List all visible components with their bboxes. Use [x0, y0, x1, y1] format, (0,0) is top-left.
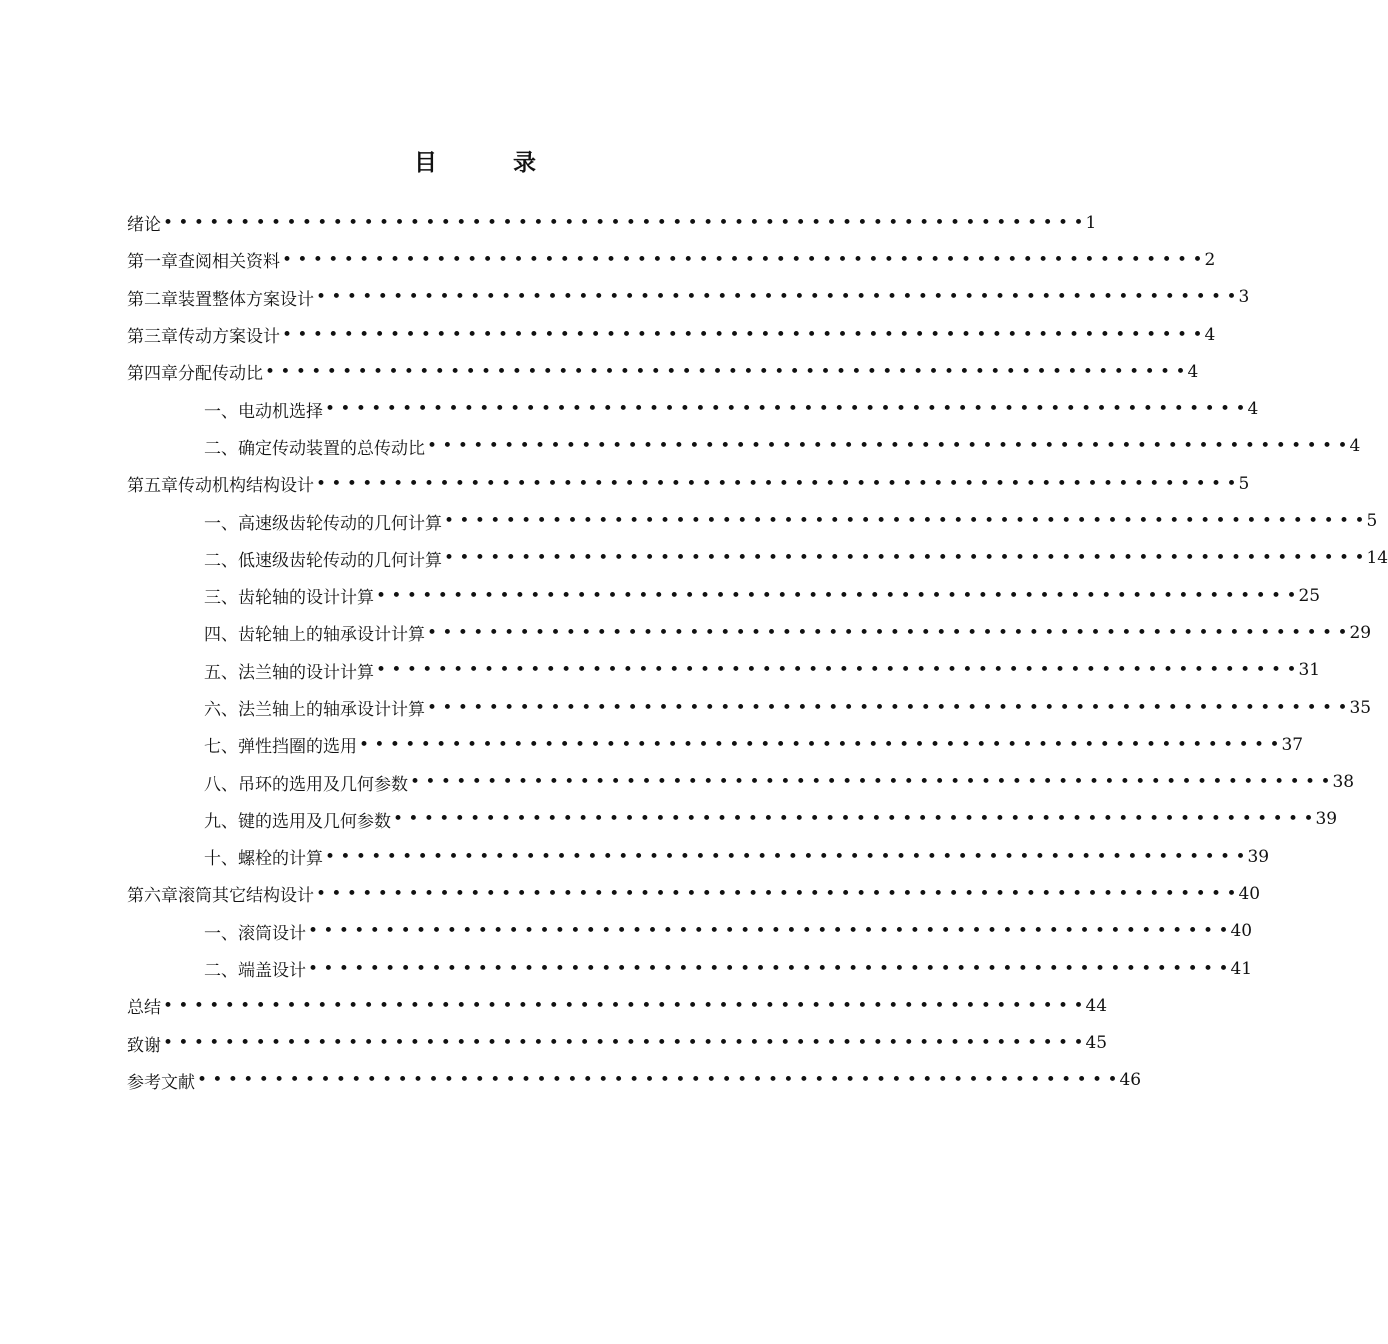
toc-page-number: 45: [1085, 1033, 1108, 1054]
toc-page-number: 39: [1315, 809, 1338, 830]
toc-entry-label: 总结: [127, 998, 161, 1019]
toc-entry[interactable]: [127, 390, 1259, 427]
toc-entry-label: 七、弹性挡圈的选用: [204, 737, 357, 758]
toc-page-number: 40: [1238, 883, 1261, 904]
toc-page-number: 46: [1119, 1070, 1142, 1091]
toc-entry[interactable]: [127, 428, 1361, 465]
toc-entry[interactable]: [127, 763, 1355, 800]
dot-leader: • • • • • • • • • • • • • • • • • • • • • • • • • • • • • • • • • • • • • • • • • • • • • • • • • • • • • • • • • • • •: [308, 958, 1229, 979]
toc-chapter-number: 第三章: [127, 327, 178, 348]
toc-entry[interactable]: [127, 652, 1321, 689]
toc-entry-label: 四、齿轮轴上的轴承设计计算: [204, 625, 425, 646]
toc-entry-label: 分配传动比: [178, 364, 263, 385]
toc-entry-label: 三、齿轮轴的设计计算: [204, 588, 374, 609]
toc-entry[interactable]: [127, 950, 1253, 987]
toc-entry-label: 查阅相关资料: [178, 252, 280, 273]
toc-entry-label: 滚筒其它结构设计: [178, 886, 314, 907]
toc-entry[interactable]: [127, 1062, 1142, 1099]
dot-leader: • • • • • • • • • • • • • • • • • • • • • • • • • • • • • • • • • • • • • • • • • • • • • • • • • • • • • • • • • • • •: [163, 1033, 1084, 1054]
dot-leader: • • • • • • • • • • • • • • • • • • • • • • • • • • • • • • • • • • • • • • • • • • • • • • • • • • • • • • • • • • • •: [376, 660, 1297, 681]
toc-entry[interactable]: [127, 614, 1372, 651]
toc-entry-label: 二、确定传动装置的总传动比: [204, 438, 425, 459]
toc-page-number: 4: [1247, 399, 1259, 420]
toc-entry[interactable]: [127, 1025, 1108, 1062]
dot-leader: • • • • • • • • • • • • • • • • • • • • • • • • • • • • • • • • • • • • • • • • • • • • • • • • • • • • • • • • • • • •: [376, 585, 1297, 606]
dot-leader: • • • • • • • • • • • • • • • • • • • • • • • • • • • • • • • • • • • • • • • • • • • • • • • • • • • • • • • • • • • •: [393, 809, 1314, 830]
toc-page-number: 14: [1366, 548, 1388, 569]
toc-entry[interactable]: [127, 875, 1261, 912]
dot-leader: • • • • • • • • • • • • • • • • • • • • • • • • • • • • • • • • • • • • • • • • • • • • • • • • • • • • • • • • • • • •: [282, 324, 1203, 345]
toc-chapter-number: 第五章: [127, 476, 178, 497]
toc-chapter-number: 第六章: [127, 886, 178, 907]
toc-entry-label: 绪论: [127, 215, 161, 236]
toc-entry[interactable]: [127, 726, 1304, 763]
toc-entry[interactable]: [127, 316, 1216, 353]
toc-page-number: 4: [1187, 361, 1199, 382]
dot-leader: • • • • • • • • • • • • • • • • • • • • • • • • • • • • • • • • • • • • • • • • • • • • • • • • • • • • • • • • • • • •: [444, 511, 1365, 532]
toc-entry[interactable]: [127, 801, 1338, 838]
toc-entry[interactable]: [127, 577, 1321, 614]
toc-entry-label: 传动方案设计: [178, 327, 280, 348]
toc-page-number: 5: [1366, 511, 1378, 532]
toc-page-number: 41: [1230, 958, 1253, 979]
toc-entry[interactable]: [127, 987, 1108, 1024]
toc-entry-label: 一、电动机选择: [204, 401, 323, 422]
toc-page-number: 1: [1085, 212, 1097, 233]
toc-page-number: 3: [1238, 287, 1250, 308]
toc-page-number: 35: [1349, 697, 1372, 718]
dot-leader: • • • • • • • • • • • • • • • • • • • • • • • • • • • • • • • • • • • • • • • • • • • • • • • • • • • • • • • • • • • •: [316, 473, 1237, 494]
table-of-contents: [127, 204, 1388, 1099]
dot-leader: • • • • • • • • • • • • • • • • • • • • • • • • • • • • • • • • • • • • • • • • • • • • • • • • • • • • • • • • • • • •: [427, 436, 1348, 457]
toc-entry-label: 一、高速级齿轮传动的几何计算: [204, 513, 442, 534]
toc-entry-label: 六、法兰轴上的轴承设计计算: [204, 700, 425, 720]
dot-leader: • • • • • • • • • • • • • • • • • • • • • • • • • • • • • • • • • • • • • • • • • • • • • • • • • • • • • • • • • • • •: [316, 287, 1237, 308]
dot-leader: • • • • • • • • • • • • • • • • • • • • • • • • • • • • • • • • • • • • • • • • • • • • • • • • • • • • • • • • • • • •: [410, 772, 1331, 793]
toc-chapter-number: 第二章: [127, 289, 178, 310]
toc-page-number: 25: [1298, 585, 1321, 606]
toc-page-number: 37: [1281, 734, 1304, 755]
toc-entry[interactable]: [127, 689, 1372, 726]
dot-leader: • • • • • • • • • • • • • • • • • • • • • • • • • • • • • • • • • • • • • • • • • • • • • • • • • • • • • • • • • • • •: [282, 249, 1203, 270]
toc-page-number: 39: [1247, 846, 1270, 867]
page-title: 目 录: [413, 149, 570, 176]
toc-page-number: 29: [1349, 622, 1372, 643]
toc-entry-label: 致谢: [127, 1035, 161, 1056]
toc-page-number: 4: [1349, 436, 1361, 457]
dot-leader: • • • • • • • • • • • • • • • • • • • • • • • • • • • • • • • • • • • • • • • • • • • • • • • • • • • • • • • • • • • •: [197, 1070, 1118, 1091]
toc-entry[interactable]: [127, 838, 1270, 875]
toc-entry-label: 十、螺栓的计算: [204, 849, 323, 870]
toc-entry[interactable]: [127, 241, 1216, 278]
toc-entry[interactable]: [127, 204, 1097, 241]
toc-entry-label: 一、滚筒设计: [204, 923, 306, 944]
dot-leader: • • • • • • • • • • • • • • • • • • • • • • • • • • • • • • • • • • • • • • • • • • • • • • • • • • • • • • • • • • • •: [359, 734, 1280, 755]
toc-page-number: 44: [1085, 995, 1108, 1016]
toc-entry[interactable]: [127, 465, 1250, 502]
dot-leader: • • • • • • • • • • • • • • • • • • • • • • • • • • • • • • • • • • • • • • • • • • • • • • • • • • • • • • • • • • • •: [427, 622, 1348, 643]
dot-leader: • • • • • • • • • • • • • • • • • • • • • • • • • • • • • • • • • • • • • • • • • • • • • • • • • • • • • • • • • • • •: [163, 995, 1084, 1016]
dot-leader: • • • • • • • • • • • • • • • • • • • • • • • • • • • • • • • • • • • • • • • • • • • • • • • • • • • • • • • • • • • •: [316, 883, 1237, 904]
toc-entry-label: 传动机构结构设计: [178, 476, 314, 497]
toc-chapter-number: 第一章: [127, 252, 178, 273]
dot-leader: • • • • • • • • • • • • • • • • • • • • • • • • • • • • • • • • • • • • • • • • • • • • • • • • • • • • • • • • • • • •: [308, 921, 1229, 942]
dot-leader: • • • • • • • • • • • • • • • • • • • • • • • • • • • • • • • • • • • • • • • • • • • • • • • • • • • • • • • • • • • •: [444, 548, 1365, 569]
toc-entry-label: 装置整体方案设计: [178, 289, 314, 310]
toc-page-number: 4: [1204, 324, 1216, 345]
toc-entry-label: 参考文献: [127, 1072, 195, 1093]
toc-page-number: 38: [1332, 772, 1355, 793]
toc-entry[interactable]: [127, 540, 1388, 577]
toc-page-number: 40: [1230, 921, 1253, 942]
toc-chapter-number: 第四章: [127, 364, 178, 385]
toc-entry[interactable]: [127, 913, 1253, 950]
toc-page-number: 31: [1298, 660, 1321, 681]
dot-leader: • • • • • • • • • • • • • • • • • • • • • • • • • • • • • • • • • • • • • • • • • • • • • • • • • • • • • • • • • • • •: [265, 361, 1186, 382]
toc-entry[interactable]: [127, 353, 1199, 390]
dot-leader: • • • • • • • • • • • • • • • • • • • • • • • • • • • • • • • • • • • • • • • • • • • • • • • • • • • • • • • • • • • •: [325, 399, 1246, 420]
toc-entry-label: 九、键的选用及几何参数: [204, 811, 391, 832]
toc-entry[interactable]: [127, 279, 1250, 316]
toc-page-number: 5: [1238, 473, 1250, 494]
toc-entry-label: 八、吊环的选用及几何参数: [204, 774, 408, 795]
toc-entry-label: 五、法兰轴的设计计算: [204, 662, 374, 683]
toc-entry-label: 二、端盖设计: [204, 961, 306, 982]
dot-leader: • • • • • • • • • • • • • • • • • • • • • • • • • • • • • • • • • • • • • • • • • • • • • • • • • • • • • • • • • • • •: [163, 212, 1084, 233]
dot-leader: • • • • • • • • • • • • • • • • • • • • • • • • • • • • • • • • • • • • • • • • • • • • • • • • • • • • • • • • • • • •: [427, 697, 1348, 718]
toc-page-number: 2: [1204, 249, 1216, 270]
toc-entry-label: 二、低速级齿轮传动的几何计算: [204, 550, 442, 571]
toc-entry[interactable]: [127, 502, 1378, 539]
dot-leader: • • • • • • • • • • • • • • • • • • • • • • • • • • • • • • • • • • • • • • • • • • • • • • • • • • • • • • • • • • • •: [325, 846, 1246, 867]
